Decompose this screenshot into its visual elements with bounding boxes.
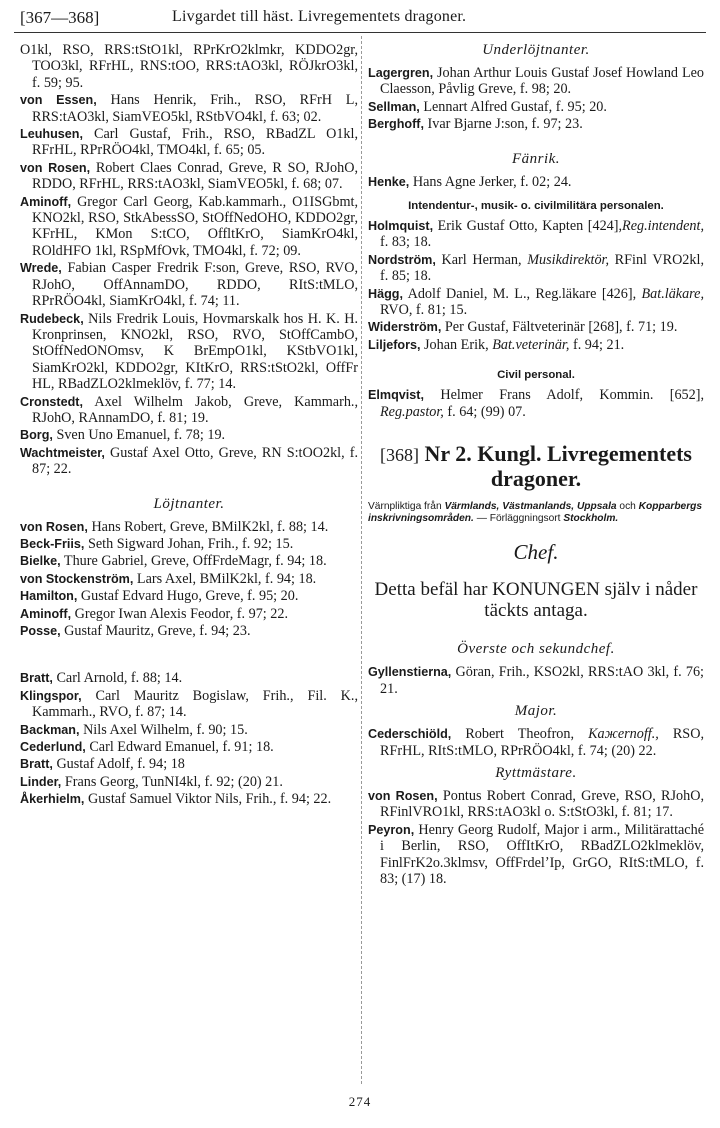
person-surname: Widerström, <box>368 320 442 335</box>
right-entries-civil <box>368 387 704 420</box>
right-entries-fanrik <box>368 174 704 190</box>
person-title: Bat.veterinär, <box>492 336 570 353</box>
right-column <box>368 42 704 888</box>
roster-entry <box>20 394 358 427</box>
roster-entry <box>20 722 358 738</box>
person-surname: von Rosen, <box>368 788 438 803</box>
person-details: Erik Gustaf Otto, Kapten [424], <box>437 218 623 235</box>
person-details: Lars Axel, BMilK2kl, f. 94; 18. <box>136 570 317 587</box>
section-underlojtnanter: Underlöjtnanter. <box>482 42 590 58</box>
person-surname: von Rosen, <box>20 160 91 175</box>
person-details: Ivar Bjarne J:son, f. 97; 23. <box>427 116 583 133</box>
person-details: Per Gustaf, Fältveterinär [268], f. 71; 19. <box>444 319 678 336</box>
person-surname: Cronstedt, <box>20 394 83 409</box>
page-number: 274 <box>348 1094 372 1109</box>
person-surname: Lagergren, <box>368 66 434 80</box>
person-details: Carl Mauritz Bogislaw, Frih., Fil. K., Kammarh., RVO, f. 87; 14. <box>32 687 359 721</box>
person-details: O1kl, RSO, RRS:tStO1kl, RPrKrO2klmkr, KDDO2gr, TOO3kl, RFrHL, RNS:tOO, RRS:tAO3kl, RÖJkrO3kl, f. 59; 95. <box>20 42 358 91</box>
right-entries-underlojtnanter <box>368 65 704 133</box>
person-surname: Åkerhielm, <box>20 792 85 807</box>
person-details: Fabian Casper Fredrik F:son, Greve, RSO, RVO, RJohO, OffAnnamDO, RDDO, RItS:tMLO, RPrRÖO4kl, SiamKrO4kl, f. 74; 11. <box>32 260 358 310</box>
person-surname: Wachtmeister, <box>20 445 105 460</box>
person-details: Adolf Daniel, M. L., Reg.läkare [426], <box>407 285 642 302</box>
roster-entry <box>20 92 358 125</box>
roster-entry <box>368 252 704 285</box>
person-details: Axel Wilhelm Jakob, Greve, Kammarh., RJohO, RAnnamDO, f. 81; 19. <box>32 393 359 426</box>
person-details: Gustaf Mauritz, Greve, f. 94; 23. <box>64 623 251 639</box>
roster-entry <box>20 623 358 639</box>
person-title: Reg.pastor, <box>380 403 444 420</box>
right-entries-ryttmastare <box>368 788 704 887</box>
roster-entry <box>20 688 358 721</box>
person-surname: Cederschiöld, <box>368 727 452 742</box>
person-surname: von Rosen, <box>20 519 88 534</box>
person-surname: von Stockenström, <box>20 571 134 586</box>
person-details: Frans Georg, TunNI4kl, f. 92; (20) 21. <box>64 773 283 790</box>
roster-entry <box>368 116 704 132</box>
person-surname: Sellman, <box>368 99 420 114</box>
person-details: Gustaf Samuel Viktor Nils, Frih., f. 94; 22. <box>87 791 332 808</box>
page-title: Livgardet till häst. Livregementets dragoner. <box>172 8 467 25</box>
right-entries-major <box>368 726 704 759</box>
person-surname: Nordström, <box>368 252 436 267</box>
person-title: Reg.intendent, <box>622 218 704 235</box>
roster-entry <box>368 664 704 697</box>
person-details: Robert Theofron, <box>465 726 589 743</box>
person-surname: Bratt, <box>20 757 53 772</box>
roster-entry <box>20 571 358 587</box>
person-surname: Holmquist, <box>368 219 434 234</box>
person-surname: Elmqvist, <box>368 388 424 403</box>
person-details: Carl Edward Emanuel, f. 91; 18. <box>89 739 274 756</box>
person-surname: Borg, <box>20 428 53 443</box>
running-header <box>14 4 706 32</box>
person-surname: Aminoff, <box>20 194 72 209</box>
person-surname: Liljefors, <box>368 337 421 352</box>
section-chef: Chef. <box>513 540 559 565</box>
person-surname: Hägg, <box>368 286 403 301</box>
person-surname: Berghoff, <box>368 117 424 132</box>
person-details: Nils Axel Wilhelm, f. 90; 15. <box>83 721 248 738</box>
person-details: Hans Agne Jerker, f. 02; 24. <box>412 173 572 190</box>
person-details: Thure Gabriel, Greve, OffFrdeMagr, f. 94; 18. <box>63 553 327 570</box>
roster-entry <box>20 445 358 478</box>
roster-entry <box>20 553 358 569</box>
roster-entry <box>368 788 704 821</box>
roster-entry <box>368 65 704 98</box>
person-details: Gregor Carl Georg, Kab.kammarh., O1ISGbmt, KNO2kl, RSO, StkAbessSO, StOffNedOHO, KDDO2gr, KFrHL, KMon S:tCO, OffltKrO, SiamKrO4kl, ROldHFO 1kl, RSpMfOvk, TMO4kl, f. 72; 09. <box>32 193 358 259</box>
person-surname: Leuhusen, <box>20 127 83 142</box>
roster-entry <box>20 311 358 393</box>
roster-entry <box>368 218 704 251</box>
person-details: Gustaf Adolf, f. 94; 18 <box>56 756 185 773</box>
roster-entry <box>20 756 358 772</box>
person-surname: Linder, <box>20 774 62 789</box>
header-rule <box>14 32 706 33</box>
person-details: Hans Robert, Greve, BMilK2kl, f. 88; 14. <box>91 518 329 535</box>
person-surname: Peyron, <box>368 822 415 837</box>
left-entries-lojtnanter <box>20 519 358 640</box>
person-surname: Beck-Friis, <box>20 536 85 551</box>
roster-entry <box>20 588 358 604</box>
person-details: Johan Erik, <box>424 336 493 353</box>
roster-entry <box>368 387 704 420</box>
person-title: Bat.läkare, <box>641 285 705 302</box>
person-details: Lennart Alfred Gustaf, f. 95; 20. <box>423 98 607 115</box>
section-ryttmastare: Ryttmästare. <box>495 764 577 781</box>
roster-entry <box>368 174 704 190</box>
person-details-tail: f. 83; 18. <box>380 234 432 251</box>
person-surname: Gyllenstierna, <box>368 665 452 680</box>
roster-entry <box>20 536 358 552</box>
person-surname: Cederlund, <box>20 740 86 755</box>
section-gap <box>20 640 358 670</box>
roster-entry <box>368 337 704 353</box>
person-surname: Backman, <box>20 722 80 737</box>
section-lojtnanter: Löjtnanter. <box>153 495 225 512</box>
person-surname: Wrede, <box>20 261 62 276</box>
person-details: Carl Gustaf, Frih., RSO, RBadZL O1kl, RFrHL, RPrRÖO4kl, TMO4kl, f. 65; 05. <box>32 126 358 159</box>
person-surname: Bielke, <box>20 554 61 569</box>
roster-entry <box>20 519 358 535</box>
person-details: Gustaf Axel Otto, Greve, RN S:tOO2kl, f. 87; 22. <box>32 444 359 478</box>
roster-entry <box>20 791 358 807</box>
person-surname: Rudebeck, <box>20 311 84 326</box>
person-details-tail: RVO, f. 81; 15. <box>380 302 468 319</box>
roster-entry <box>20 606 358 622</box>
person-surname: Posse, <box>20 624 61 638</box>
roster-entry <box>20 774 358 790</box>
person-details-tail: f. 94; 21. <box>569 336 625 353</box>
regiment-title: Nr 2. Kungl. Livregementets dragoner. <box>424 441 692 492</box>
person-details-tail: RFinl VRO2kl, f. 85; 18. <box>380 251 704 285</box>
person-details: Gregor Iwan Alexis Feodor, f. 97; 22. <box>74 605 289 622</box>
person-surname: Henke, <box>368 174 410 189</box>
person-details: Helmer Frans Adolf, Kommin. [652], <box>440 387 704 404</box>
person-details: Johan Arthur Louis Gustaf Josef Howland Leo Claesson, Påvlig Greve, f. 98; 20. <box>380 65 705 98</box>
person-title: Musikdirektör, <box>527 251 610 268</box>
roster-entry <box>20 670 358 686</box>
person-surname: Klingspor, <box>20 688 82 703</box>
regiment-number: [368] <box>380 445 420 466</box>
person-details: Pontus Robert Conrad, Greve, RSO, RJohO, RFinlVRO1kl, RRS:tAO3kl o. S:tStO3kl, f. 81; 17. <box>380 787 704 821</box>
roster-entry <box>20 427 358 443</box>
roster-entry <box>20 160 358 193</box>
page-range: [367—368] <box>20 8 100 27</box>
person-surname: von Essen, <box>20 93 97 108</box>
person-surname: Hamilton, <box>20 589 78 604</box>
section-major: Major. <box>514 703 558 720</box>
person-details: Gustaf Edvard Hugo, Greve, f. 95; 20. <box>80 588 299 605</box>
person-details: Seth Sigward Johan, Frih., f. 92; 15. <box>87 535 294 552</box>
section-intendentur: Intendentur-, musik- o. civilmilitära personalen. <box>408 200 664 213</box>
section-fanrik: Fänrik. <box>511 150 561 167</box>
roster-entry <box>20 126 358 159</box>
person-details: Sven Uno Emanuel, f. 78; 19. <box>56 427 226 444</box>
person-details: Göran, Frih., KSO2kl, RRS:tAO 3kl, f. 76; 21. <box>380 664 704 697</box>
right-entries-overste <box>368 664 704 697</box>
person-details: Nils Fredrik Louis, Hovmarskalk hos H. K. H. Kronprinsen, KNO2kl, RSO, RVO, StOffCambO, StOffNedONOmsv, K BrEmpO1kl, KStbVO1kl, SiamKrO2kl, KDDO2gr, KItKrO, RRS:tStO2kl, OffFr HL, RBadZLO2klmeklöv, f. 77; 14. <box>32 310 358 393</box>
regiment-heading <box>368 442 704 491</box>
conscription-note: Värnpliktiga från Värmlands, Västmanlands, Uppsala och Kopparbergs inskrivningsområden. — Förläggningsort Stockholm. <box>368 501 703 524</box>
person-details: Hans Henrik, Frih., RSO, RFrH L, RRS:tAO3kl, SiamVEO5kl, RStbVO4kl, f. 63; 02. <box>32 92 358 125</box>
person-details-tail: f. 64; (99) 07. <box>443 403 526 420</box>
roster-entry <box>368 822 704 888</box>
person-surname: Aminoff, <box>20 606 72 621</box>
person-surname: Bratt, <box>20 671 53 686</box>
person-details: Carl Arnold, f. 88; 14. <box>56 670 183 687</box>
person-details: Robert Claes Conrad, Greve, R SO, RJohO, RDDO, RFrHL, RRS:tAO3kl, SiamVEO5kl, f. 68; 07. <box>32 159 359 193</box>
section-civil: Civil personal. <box>497 369 575 382</box>
left-entries-bottom <box>20 670 358 807</box>
roster-entry <box>20 260 358 309</box>
roster-entry <box>368 726 704 759</box>
person-details-tail: RSO, RFrHL, RItS:tMLO, RPrRÖO4kl, f. 74; (20) 22. <box>380 726 704 759</box>
right-entries-intendentur <box>368 218 704 353</box>
column-divider <box>361 36 362 1084</box>
person-details: Henry Georg Rudolf, Major i arm., Militärattaché i Berlin, RSO, OffItKrO, RBadZLO2klmeklöv, FinlFrK2o.3klmsv, OffFrdelʼIp, GrGO, RItS:tMLO, f. 83; (17) 18. <box>380 821 704 887</box>
section-overste: Överste och sekundchef. <box>457 641 615 658</box>
roster-entry <box>368 99 704 115</box>
person-title: Kaжernoff., <box>588 726 659 743</box>
person-details: Karl Herman, <box>441 251 528 268</box>
roster-entry <box>368 319 704 335</box>
roster-entry <box>20 194 358 260</box>
chef-text: Detta befäl har KONUNGEN själv i nåder täckts antaga. <box>374 579 698 622</box>
left-column <box>20 42 358 809</box>
roster-entry <box>20 739 358 755</box>
left-entries-top <box>20 42 358 478</box>
roster-entry <box>368 286 704 319</box>
roster-entry <box>20 42 358 91</box>
